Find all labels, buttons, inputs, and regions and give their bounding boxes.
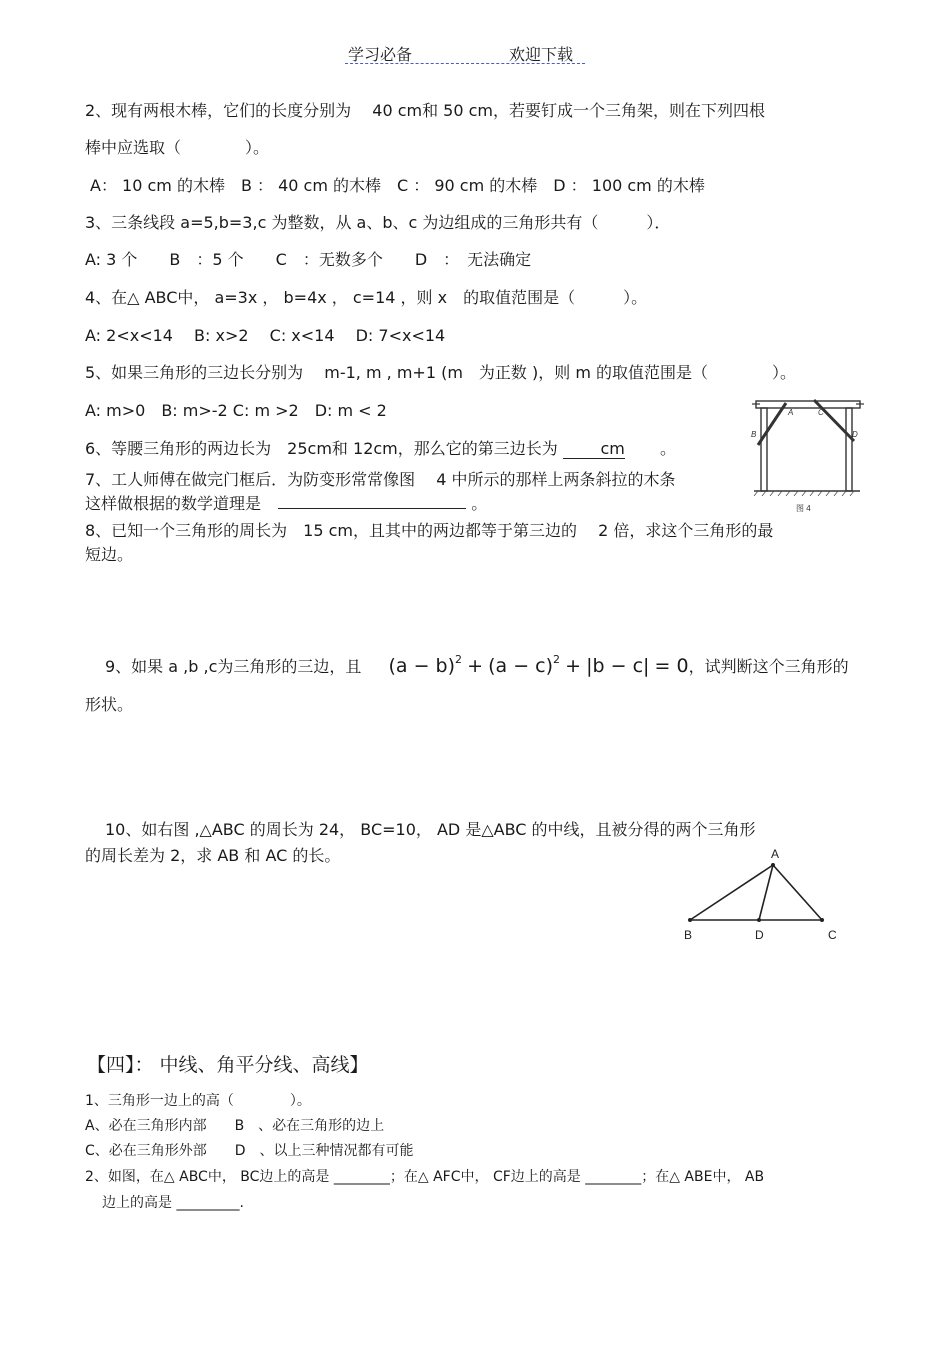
q8-line1: 8、已知一个三角形的周长为 15 cm，且其中的两边都等于第三边的 2 倍，求这个三角形的最 — [85, 521, 774, 540]
q9-eq: = 0 — [654, 655, 689, 677]
triangle-label-c: C — [828, 928, 837, 942]
q4-line1: 4、在△ ABC中， a=3x ， b=4x ， c=14 ，则 x 的取值范围是（ ）。 — [85, 288, 648, 307]
q6-before: 6、等腰三角形的两边长为 25cm和 12cm，那么它的第三边长为 — [85, 439, 558, 458]
point-c — [820, 918, 824, 922]
q9-plus2: + — [565, 655, 582, 677]
q9-line1 — [105, 654, 849, 677]
q9-suffix: ，试判断这个三角形的 — [688, 657, 849, 676]
q6-text — [85, 436, 676, 459]
q6-after: 。 — [659, 439, 676, 458]
q6-answer-blank[interactable] — [563, 439, 625, 459]
q10-line1: 10、如右图 ,△ABC 的周长为 24， BC=10， AD 是△ABC 的中线，且被分得的两个三角形 — [105, 820, 756, 839]
triangle-abc-figure — [670, 845, 850, 947]
q9-sq2: 2 — [553, 653, 561, 666]
q8-line2: 短边。 — [85, 545, 134, 564]
q9-plus1: + — [467, 655, 484, 677]
triangle-label-b: B — [684, 928, 693, 942]
q9-line2: 形状。 — [85, 695, 134, 714]
q10-line2: 的周长差为 2，求 AB 和 AC 的长。 — [85, 846, 341, 865]
q7-line1: 7、工人师傅在做完门框后．为防变形常常像图 4 中所示的那样上两条斜拉的木条 — [85, 470, 676, 489]
door-top-beam — [756, 401, 860, 408]
fig4-label-c: C — [818, 408, 824, 417]
door-left-brace — [758, 403, 786, 445]
door-right-brace — [814, 400, 854, 441]
triangle-label-a: A — [771, 847, 780, 861]
q2-line1: 2、现有两根木棒，它们的长度分别为 40 cm和 50 cm，若要钉成一个三角架，则在下列四根 — [85, 101, 766, 120]
section4-q1: 1、三角形一边上的高（ ）。 — [85, 1093, 311, 1109]
q2-options: A： 10 cm 的木棒 B ： 40 cm 的木棒 C ： 90 cm 的木棒 D ： 100 cm 的木棒 — [90, 176, 705, 195]
triangle-label-d: D — [755, 928, 764, 942]
section4-title: 【四】： 中线、角平分线、高线】 — [87, 1054, 369, 1076]
point-a — [771, 863, 775, 867]
fig4-label-b: B — [751, 430, 757, 439]
q9-sq1: 2 — [455, 653, 462, 666]
door-frame-figure — [748, 395, 866, 517]
q7-end: 。 — [471, 494, 488, 513]
door-left-post — [761, 408, 767, 491]
fig4-caption: 图 4 — [796, 504, 811, 513]
q2-line2: 棒中应选取（ ）。 — [85, 138, 270, 157]
q7-line2-wrap — [85, 491, 487, 514]
fig4-label-a: A — [788, 408, 794, 417]
section4-q2-line2: 边上的高是 _________. — [102, 1195, 244, 1211]
q9-expr2: (a − c) — [488, 655, 554, 677]
section4-q1-row1: A、必在三角形内部 B 、必在三角形的边上 — [85, 1118, 385, 1134]
door-right-post — [846, 408, 852, 491]
triangle-side-ac — [773, 865, 822, 920]
section4-q2-line1: 2、如图，在△ ABC中， BC边上的高是 ________；在△ AFC中， CF边上的高是 ________；在△ ABE中， AB — [85, 1169, 765, 1185]
header-left: 学习必备 — [348, 45, 413, 64]
q7-answer-blank[interactable] — [278, 494, 466, 509]
q9-prefix: 9、如果 a ,b ,c为三角形的三边，且 — [105, 657, 362, 676]
q9-expr1: (a − b) — [388, 655, 455, 677]
point-d — [757, 918, 761, 922]
header-right: 欢迎下载 — [509, 45, 574, 64]
q9-abs: |b − c| — [586, 655, 650, 677]
q3-options: A: 3 个 B ：5 个 C ：无数多个 D ： 无法确定 — [85, 250, 532, 269]
point-b — [688, 918, 692, 922]
q3-line1: 3、三条线段 a=5,b=3,c 为整数，从 a、b、c 为边组成的三角形共有（ ）． — [85, 213, 671, 232]
q6-unit: cm — [600, 439, 625, 458]
q5-line1: 5、如果三角形的三边长分别为 m-1, m , m+1 (m 为正数 )，则 m 的取值范围是（ ）。 — [85, 363, 796, 382]
fig4-label-d: D — [852, 430, 858, 439]
section4-q1-row2: C、必在三角形外部 D 、以上三种情况都有可能 — [85, 1143, 414, 1159]
q7-line2: 这样做根据的数学道理是 — [85, 494, 262, 513]
header-divider — [345, 63, 585, 64]
q5-options: A: m>0 B: m>-2 C: m >2 D: m < 2 — [85, 401, 387, 420]
q4-options: A: 2<x<14 B: x>2 C: x<14 D: 7<x<14 — [85, 326, 446, 345]
